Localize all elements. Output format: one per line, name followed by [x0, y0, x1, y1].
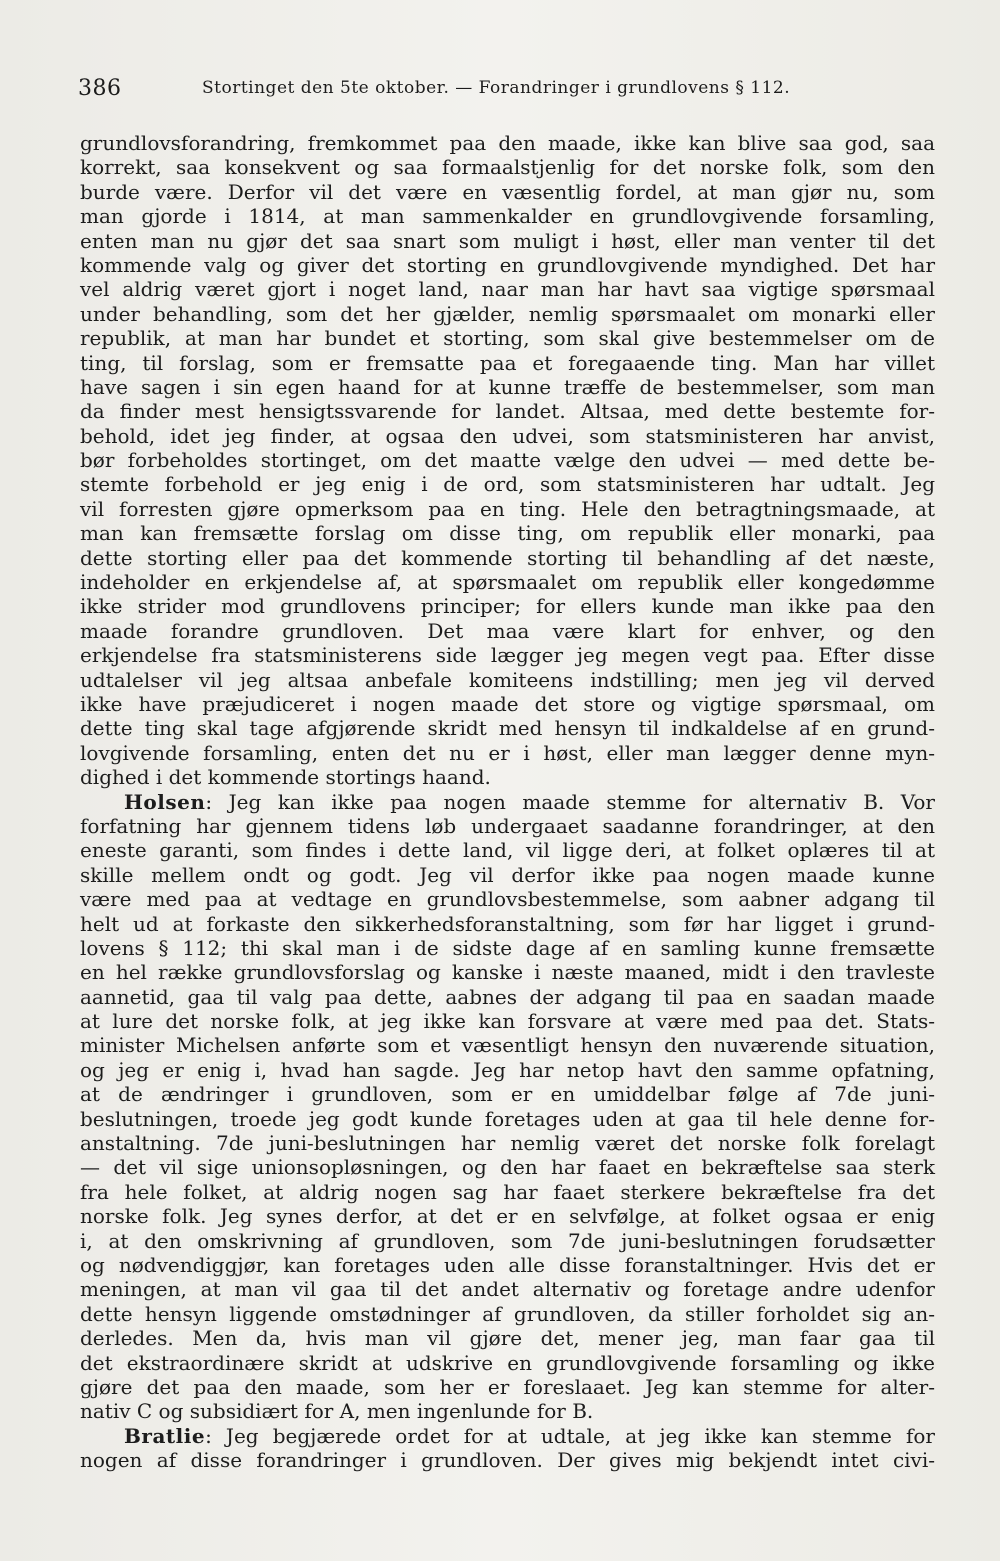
text-line: under behandling, som det her gjælder, nemlig spørsmaalet om monarki eller [80, 301, 935, 326]
text-line: ikke strider mod grundlovens principer; for ellers kunde man ikke paa den [80, 594, 935, 619]
text-line: minister Michelsen anførte som et væsentligt hensyn den nuværende situation, [80, 1033, 935, 1058]
paragraph-bratlie [80, 1424, 935, 1473]
text-line: dette ting skal tage afgjørende skridt med hensyn til indkaldelse af en grund- [80, 716, 935, 741]
text-line: lovens § 112; thi skal man i de sidste dage af en samling kunne fremsætte [80, 935, 935, 960]
body-text [80, 131, 935, 1472]
text-line: at lure det norske folk, at jeg ikke kan forsvare at være med paa det. Stats- [80, 1009, 935, 1034]
speaker-name: Holsen [124, 789, 206, 814]
paragraph-intro [80, 131, 935, 790]
text-line: erkjendelse fra statsministerens side lægger jeg megen vegt paa. Efter disse [80, 643, 935, 668]
text-line: kommende valg og giver det storting en grundlovgivende myndighed. Det har [80, 252, 935, 277]
text-line: nogen af disse forandringer i grundloven. Der gives mig bekjendt intet civi- [80, 1448, 935, 1473]
text-line: at de ændringer i grundloven, som er en umiddelbar følge af 7de juni- [80, 1082, 935, 1107]
speech-text: : Jeg kan ikke paa nogen maade stemme for alternativ B. Vor [205, 789, 935, 814]
text-line: ikke have præjudiceret i nogen maade det store og vigtige spørsmaal, om [80, 691, 935, 716]
paragraph-holsen [80, 790, 935, 1424]
text-line: ting, til forslag, som er fremsatte paa et foregaaende ting. Man har villet [80, 350, 935, 375]
text-line: stemte forbehold er jeg enig i de ord, som statsministeren har udtalt. Jeg [80, 472, 935, 497]
text-line: man gjorde i 1814, at man sammenkalder en grundlovgivende forsamling, [80, 204, 935, 229]
text-line: behold, idet jeg finder, at ogsaa den udvei, som statsministeren har anvist, [80, 423, 935, 448]
text-line: eneste garanti, som findes i dette land, vil ligge deri, at folket oplæres til at [80, 838, 935, 863]
page-header [78, 72, 938, 106]
text-line: udtalelser vil jeg altsaa anbefale komiteens indstilling; men jeg vil derved [80, 667, 935, 692]
text-line: være med paa at vedtage en grundlovsbestemmelse, som aabner adgang til [80, 887, 935, 912]
text-line: derledes. Men da, hvis man vil gjøre det, mener jeg, man faar gaa til [80, 1326, 935, 1351]
text-line: vil forresten gjøre opmerksom paa en ting. Hele den betragtningsmaade, at [80, 496, 935, 521]
paragraph-holsen-lines [80, 814, 935, 1424]
paragraph-bratlie-lines [80, 1448, 935, 1472]
text-line: meningen, at man vil gaa til det andet alternativ og foretage andre udenfor [80, 1277, 935, 1302]
text-line: i, at den omskrivning af grundloven, som 7de juni-beslutningen forudsætter [80, 1228, 935, 1253]
text-line: norske folk. Jeg synes derfor, at det er en selvfølge, at folket ogsaa er enig [80, 1204, 935, 1229]
speech-text: : Jeg begjærede ordet for at udtale, at jeg ikke kan stemme for [205, 1423, 935, 1448]
text-line [80, 790, 935, 814]
text-line: fra hele folket, at aldrig nogen sag har faaet sterkere bekræftelse fra det [80, 1179, 935, 1204]
text-line: dette storting eller paa det kommende storting til behandling af det næste, [80, 545, 935, 570]
text-line: man kan fremsætte forslag om disse ting, om republik eller monarki, paa [80, 521, 935, 546]
speaker-name: Bratlie [124, 1423, 206, 1448]
text-line: — det vil sige unionsopløsningen, og den har faaet en bekræftelse saa sterk [80, 1155, 935, 1180]
text-line: republik, at man har bundet et storting, som skal give bestemmelser om de [80, 326, 935, 351]
text-line: burde være. Derfor vil det være en væsentlig fordel, at man gjør nu, som [80, 179, 935, 204]
text-line [80, 1424, 935, 1448]
text-line: en hel række grundlovsforslag og kanske i næste maaned, midt i den travleste [80, 960, 935, 985]
text-line: grundlovsforandring, fremkommet paa den maade, ikke kan blive saa god, saa [80, 131, 935, 155]
text-line: nativ C og subsidiært for A, men ingenlunde for B. [80, 1399, 594, 1424]
text-line: da finder mest hensigtssvarende for landet. Altsaa, med dette bestemte for- [80, 399, 935, 424]
text-line: indeholder en erkjendelse af, at spørsmaalet om republik eller kongedømme [80, 570, 935, 595]
text-line: aannetid, gaa til valg paa dette, aabnes der adgang til paa en saadan maade [80, 984, 935, 1009]
running-head: Stortinget den 5te oktober. — Forandringer i grundlovens § 112. [202, 78, 791, 98]
text-line: have sagen i sin egen haand for at kunne træffe de bestemmelser, som man [80, 374, 935, 399]
text-line: det ekstraordinære skridt at udskrive en grundlovgivende forsamling og ikke [80, 1350, 935, 1375]
text-line: lovgivende forsamling, enten det nu er i høst, eller man lægger denne myn- [80, 740, 935, 765]
text-line: gjøre det paa den maade, som her er foreslaaet. Jeg kan stemme for alter- [80, 1374, 935, 1399]
text-line: dighed i det kommende stortings haand. [80, 765, 491, 790]
text-line: anstaltning. 7de juni-beslutningen har nemlig været det norske folk forelagt [80, 1131, 935, 1156]
text-line: skille mellem ondt og godt. Jeg vil derfor ikke paa nogen maade kunne [80, 862, 935, 887]
text-line: dette hensyn liggende omstødninger af grundloven, da stiller forholdet sig an- [80, 1301, 935, 1326]
page-number: 386 [78, 76, 122, 101]
text-line: korrekt, saa konsekvent og saa formaalstjenlig for det norske folk, som den [80, 155, 935, 180]
text-line: forfatning har gjennem tidens løb undergaaet saadanne forandringer, at den [80, 813, 935, 838]
text-line: og nødvendiggjør, kan foretages uden alle disse foranstaltninger. Hvis det er [80, 1252, 935, 1277]
text-line: enten man nu gjør det saa snart som muligt i høst, eller man venter til det [80, 228, 935, 253]
text-line: vel aldrig været gjort i noget land, naar man har havt saa vigtige spørsmaal [80, 277, 935, 302]
text-line: bør forbeholdes stortinget, om det maatte vælge den udvei — med dette be- [80, 448, 935, 473]
text-line: maade forandre grundloven. Det maa være klart for enhver, og den [80, 618, 935, 643]
text-line: helt ud at forkaste den sikkerhedsforanstaltning, som før har ligget i grund- [80, 911, 935, 936]
text-line: og jeg er enig i, hvad han sagde. Jeg har netop havt den samme opfatning, [80, 1057, 935, 1082]
text-line: beslutningen, troede jeg godt kunde foretages uden at gaa til hele denne for- [80, 1106, 935, 1131]
